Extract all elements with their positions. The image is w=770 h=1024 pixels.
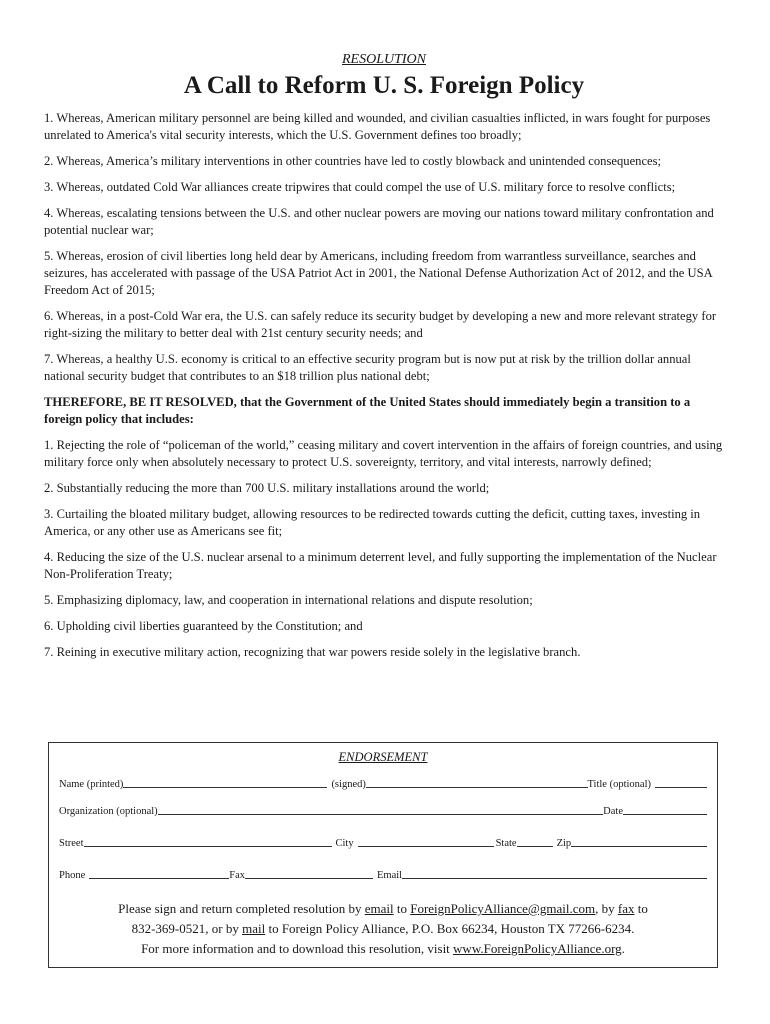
organization-label: Organization (optional) <box>59 806 158 817</box>
title-label: Title (optional) <box>587 779 651 790</box>
whereas-clause: 7. Whereas, a healthy U.S. economy is critical to an effective security program but is now put at risk by the trillion dollar annual national security budget that contributes to an $18 trillion plus national debt; <box>44 352 691 383</box>
name-field[interactable] <box>123 787 327 788</box>
contact-row <box>59 870 707 881</box>
resolution-item: 6. Upholding civil liberties guaranteed by the Constitution; and <box>44 619 363 633</box>
street-label: Street <box>59 838 84 849</box>
organization-row <box>59 806 707 817</box>
resolution-item: 2. Substantially reducing the more than 700 U.S. military installations around the world; <box>44 481 490 495</box>
whereas-clause: 4. Whereas, escalating tensions between the U.S. and other nuclear powers are moving our nations toward military confrontation and potential nuclear war; <box>44 206 714 237</box>
fax-label: Fax <box>229 870 245 881</box>
endorsement-title: ENDORSEMENT <box>338 750 428 764</box>
endorsement-form <box>48 742 718 968</box>
zip-label: Zip <box>556 838 572 849</box>
phone-field[interactable] <box>89 878 229 879</box>
signed-label: (signed) <box>331 779 366 790</box>
signature-field[interactable] <box>366 787 588 788</box>
email-link[interactable]: email <box>364 901 394 916</box>
instructions-line-3: For more information and to download this resolution, visit www.ForeignPolicyAlliance.org. <box>141 941 625 956</box>
whereas-clause: 2. Whereas, America’s military interventions in other countries have led to costly blowback and unintended consequences; <box>44 154 662 168</box>
email-field[interactable] <box>402 878 707 879</box>
address-row <box>59 838 707 849</box>
fax-field[interactable] <box>245 878 373 879</box>
mail-link[interactable]: mail <box>242 921 266 936</box>
email-address-link[interactable]: ForeignPolicyAlliance@gmail.com <box>410 901 596 916</box>
name-label: Name (printed) <box>59 779 124 790</box>
website-link[interactable]: www.ForeignPolicyAlliance.org <box>453 941 622 956</box>
resolution-item: 5. Emphasizing diplomacy, law, and cooperation in international relations and dispute resolution; <box>44 593 533 607</box>
email-label: Email <box>377 870 403 881</box>
state-label: State <box>495 838 517 849</box>
resolution-item: 4. Reducing the size of the U.S. nuclear arsenal to a minimum deterrent level, and fully supporting the implementation of the Nuclear Non-Proliferation Treaty; <box>44 550 717 581</box>
resolution-label: RESOLUTION <box>341 52 426 67</box>
instructions-line-1: Please sign and return completed resolution by email to ForeignPolicyAlliance@gmail.com, by fax to <box>118 901 648 916</box>
street-field[interactable] <box>84 846 332 847</box>
date-label: Date <box>603 806 623 817</box>
organization-field[interactable] <box>158 814 604 815</box>
city-field[interactable] <box>358 846 494 847</box>
resolution-item: 1. Rejecting the role of “policeman of the world,” ceasing military and covert intervention in the affairs of foreign countries, and using military force only when absolutely necessary to protect U.S. sovereignty, territory, and vital interests, narrowly defined; <box>44 438 723 469</box>
submission-instructions <box>49 899 717 959</box>
fax-link[interactable]: fax <box>617 901 635 916</box>
resolution-item: 7. Reining in executive military action, recognizing that war powers reside solely in the legislative branch. <box>44 645 581 659</box>
phone-label: Phone <box>59 870 86 881</box>
name-row <box>59 779 707 790</box>
resolution-document <box>44 52 724 670</box>
whereas-clause: 5. Whereas, erosion of civil liberties long held dear by Americans, including freedom from warrantless surveillance, searches and seizures, has accelerated with passage of the USA Patriot Act in 2001, the National Defense Authorization Act of 2012, and the USA Freedom Act of 2015; <box>44 249 713 297</box>
whereas-clause: 3. Whereas, outdated Cold War alliances create tripwires that could compel the use of U.S. military force to resolve conflicts; <box>44 180 676 194</box>
instructions-line-2: 832-369-0521, or by mail to Foreign Policy Alliance, P.O. Box 66234, Houston TX 77266-6234. <box>131 921 635 936</box>
resolution-item: 3. Curtailing the bloated military budget, allowing resources to be redirected towards cutting the deficit, cutting taxes, investing in America, or any other use as Americans see fit; <box>44 507 701 538</box>
resolved-clause: THEREFORE, BE IT RESOLVED, that the Government of the United States should immediately begin a transition to a foreign policy that includes: <box>44 395 691 426</box>
zip-field[interactable] <box>571 846 707 847</box>
whereas-clause: 6. Whereas, in a post-Cold War era, the U.S. can safely reduce its security budget by developing a new and more relevant strategy for right-sizing the military to better deal with 21st century security needs; and <box>44 309 717 340</box>
title-field[interactable] <box>655 787 707 788</box>
whereas-clause: 1. Whereas, American military personnel are being killed and wounded, and civilian casualties inflicted, in wars fought for purposes unrelated to America's vital security interests, which the U.S. Government defines too broadly; <box>44 111 711 142</box>
date-field[interactable] <box>623 814 707 815</box>
state-field[interactable] <box>517 846 553 847</box>
city-label: City <box>335 838 354 849</box>
document-title: A Call to Reform U. S. Foreign Policy <box>183 72 585 99</box>
